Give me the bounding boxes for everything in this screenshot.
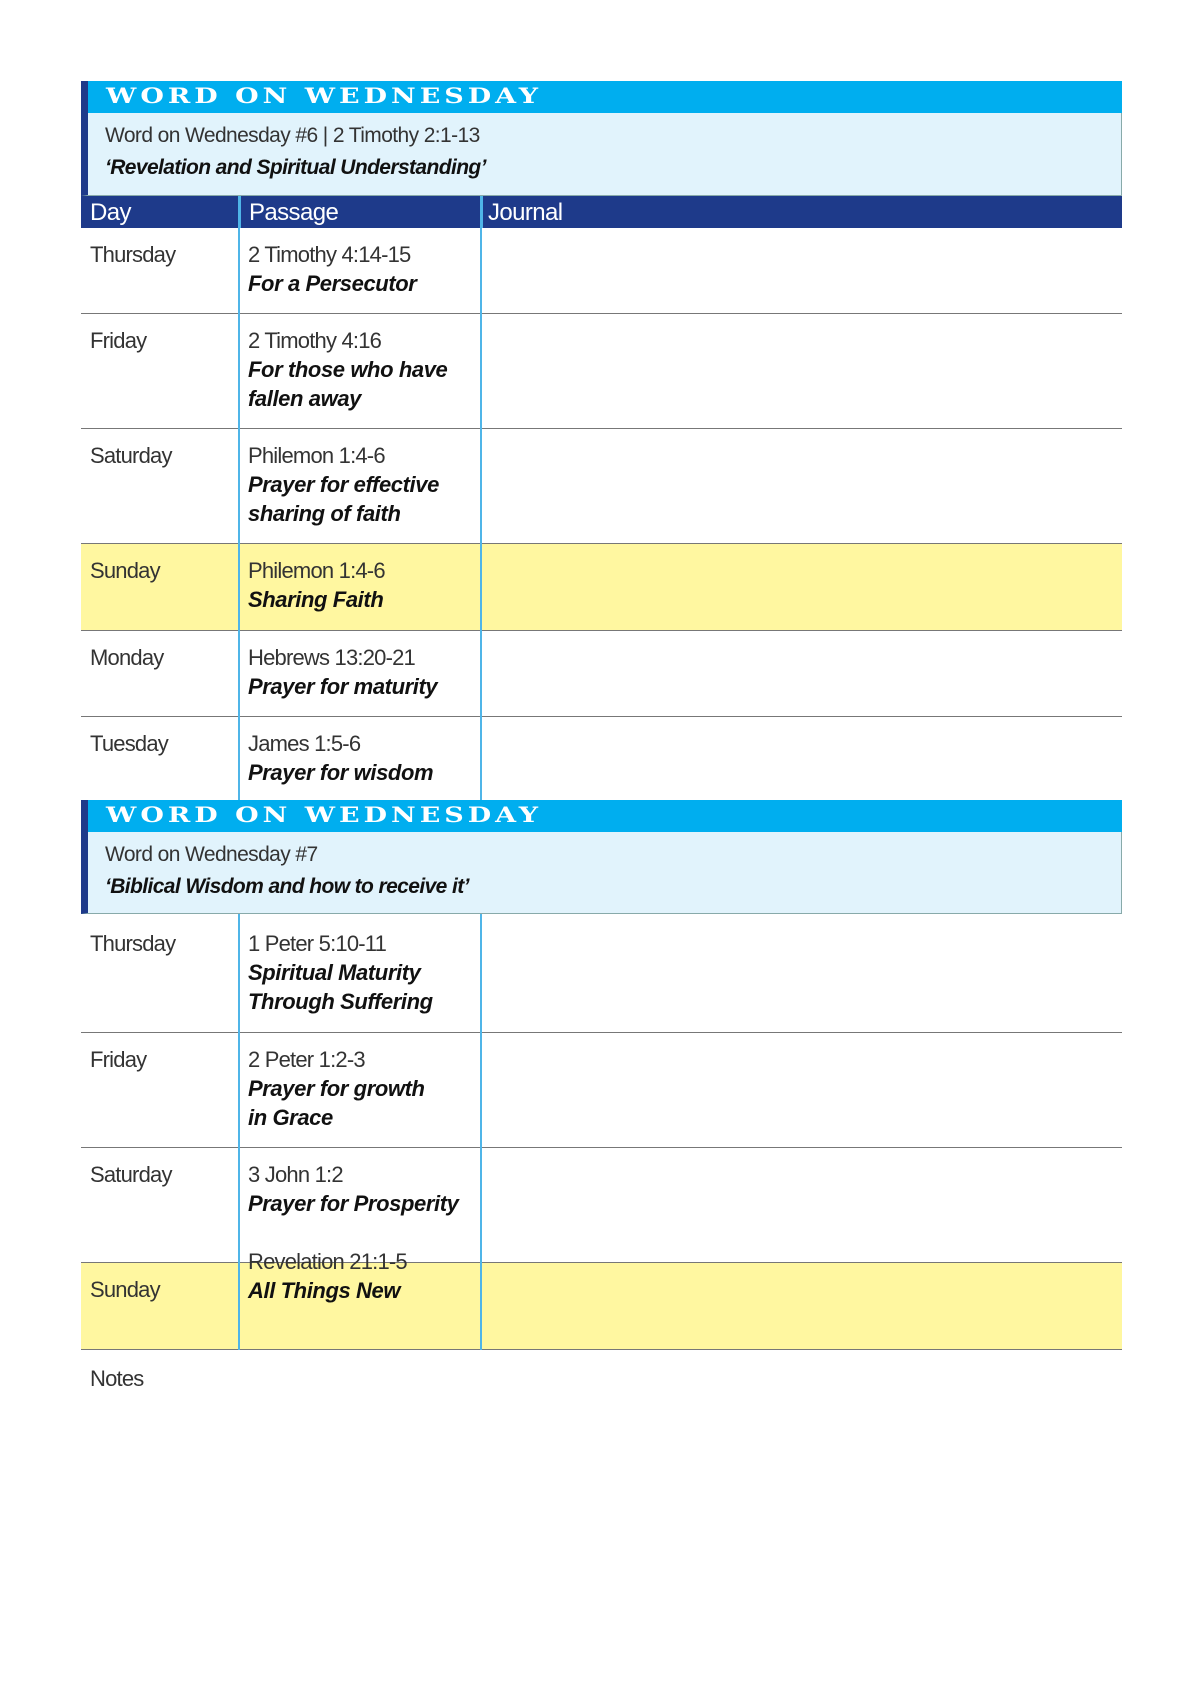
- section2-banner-title: WORD ON WEDNESDAY: [106, 803, 543, 828]
- row-passage-title: Prayer for growth in Grace: [248, 1076, 425, 1130]
- section2-subtitle: Word on Wednesday #7: [105, 843, 318, 866]
- section1-subheader: [81, 113, 1122, 196]
- row-day: Saturday: [90, 1162, 172, 1187]
- section1-banner-title: WORD ON WEDNESDAY: [106, 84, 543, 109]
- section2-subheader: [81, 832, 1122, 914]
- row-passage-ref: Philemon 1:4-6: [248, 443, 385, 468]
- section2-theme: ‘Biblical Wisdom and how to receive it’: [105, 875, 469, 898]
- row-day: Friday: [90, 328, 147, 353]
- column-journal-label: Journal: [488, 199, 563, 226]
- row-passage-title: Prayer for effective sharing of faith: [248, 472, 439, 526]
- row-passage-ref: Hebrews 13:20-21: [248, 645, 415, 670]
- row-day: Thursday: [90, 242, 176, 267]
- column-rule: [480, 196, 482, 800]
- row-passage-title: For those who have fallen away: [248, 357, 448, 411]
- column-passage-label: Passage: [249, 199, 339, 226]
- section1-theme: ‘Revelation and Spiritual Understanding’: [105, 156, 486, 179]
- row-passage-ref: Philemon 1:4-6: [248, 558, 385, 583]
- column-day-label: Day: [90, 199, 131, 226]
- row-passage-ref: Revelation 21:1-5: [248, 1249, 407, 1274]
- row-passage-title: Prayer for Prosperity: [248, 1191, 459, 1216]
- column-rule: [480, 914, 482, 1350]
- section1-banner: [81, 81, 1122, 113]
- row-passage-ref: 3 John 1:2: [248, 1162, 343, 1187]
- row-passage-ref: James 1:5-6: [248, 731, 361, 756]
- column-rule: [238, 914, 240, 1350]
- row-day: Sunday: [90, 1277, 160, 1302]
- row-passage-ref: 2 Timothy 4:16: [248, 328, 382, 353]
- row-passage-title: Spiritual Maturity Through Suffering: [248, 960, 433, 1014]
- notes-label: Notes: [90, 1366, 144, 1391]
- row-passage-title: Sharing Faith: [248, 587, 384, 612]
- row-day: Thursday: [90, 931, 176, 956]
- row-passage-ref: 2 Peter 1:2-3: [248, 1047, 365, 1072]
- column-rule: [238, 196, 240, 800]
- section1-subtitle: Word on Wednesday #6 | 2 Timothy 2:1-13: [105, 124, 480, 147]
- row-day: Saturday: [90, 443, 172, 468]
- row-passage-title: All Things New: [248, 1278, 401, 1303]
- row-passage-ref: 2 Timothy 4:14-15: [248, 242, 411, 267]
- row-day: Monday: [90, 645, 164, 670]
- row-day: Sunday: [90, 558, 160, 583]
- row-passage-title: Prayer for maturity: [248, 674, 438, 699]
- row-passage-ref: 1 Peter 5:10-11: [248, 931, 387, 956]
- section2-banner: [81, 800, 1122, 832]
- row-day: Tuesday: [90, 731, 168, 756]
- row-passage-title: For a Persecutor: [248, 271, 417, 296]
- row-day: Friday: [90, 1047, 147, 1072]
- row-passage-title: Prayer for wisdom: [248, 760, 434, 785]
